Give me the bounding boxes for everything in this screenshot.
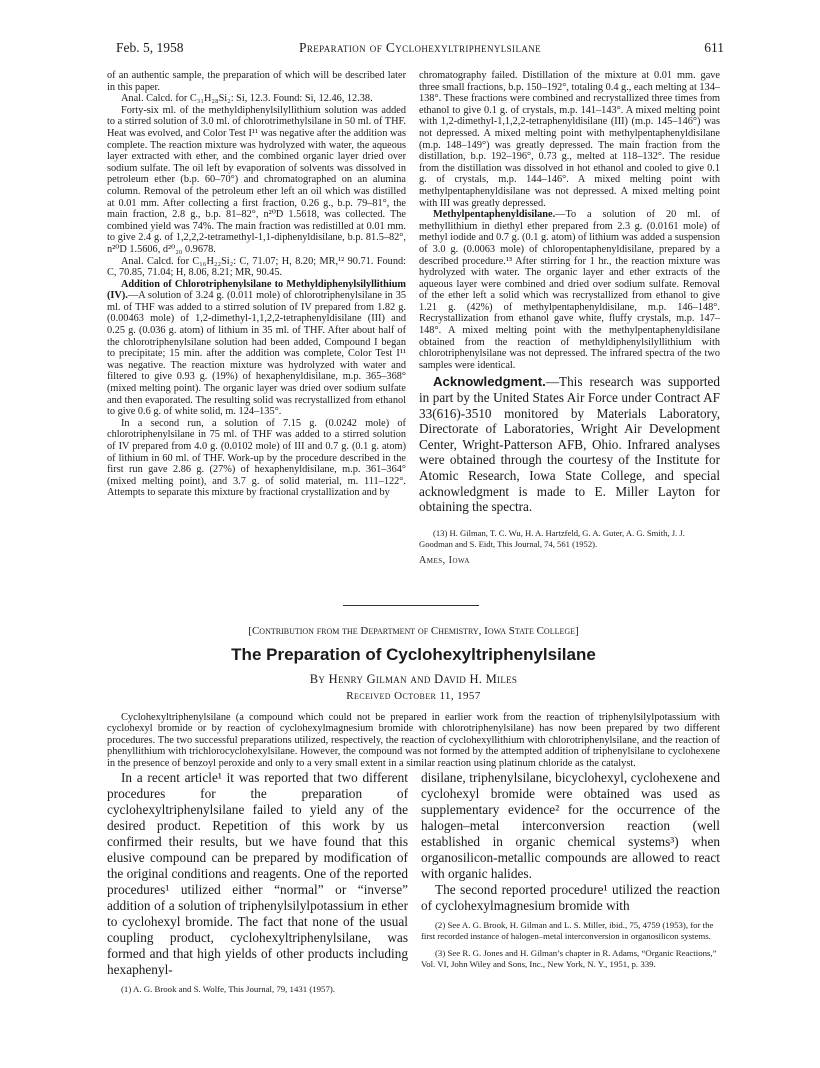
- received-date: Received October 11, 1957: [346, 690, 481, 702]
- article-title: The Preparation of Cyclohexyltriphenylsilane: [231, 645, 596, 664]
- acknowledgment-heading: Acknowledgment.: [433, 374, 546, 390]
- acknowledgment-text: —This research was supported in part by the United States Air Force under Contract AF 33(616)-3510 monitored by Materials Laboratory, Directorate of Laboratories, Wright Air Development Center, Wright-Patterson AFB, Ohio. Infrared analyses were obtained through the courtesy of the Institute for Atomic Research, Iowa State College, and special acknowledgment is made to E. Miller Layton for obtaining the spectra.: [419, 374, 720, 515]
- header-page-number: 611: [704, 40, 724, 55]
- paragraph-text: —To a solution of 20 ml. of methyllithium in diethyl ether prepared from 2.3 g. (0.0161 mole) of methyl iodide and 0.7 g. (0.1 g. atom) of lithium was added a suspension of 3.0 g. (0.0063 mole) of chloropentaphenyldisilane, prepared by a described procedure.¹³ After stirring for 1 hr., the reaction mixture was hydrolyzed with water. The organic layer and ether extracts of the aqueous layer were combined and dried over sodium sulfate. Removal of the ether left a solid which was recrystallized from ethanol to give 1.21 g. (42%) of methylpentaphenyldisilane, m.p. 146–148°. Recrystallization from ethanol gave white, fluffy crystals, m.p. 147–148°. A mixed melting point with the methylpentaphenyldisilane obtained from the reaction of methyldiphenylsilyllithium with chlorotriphenylsilane was not depressed. The infrared spectra of the two samples were identical.: [419, 209, 720, 371]
- header-running-title: Preparation of Cyclohexyltriphenylsilane: [298, 40, 542, 55]
- footnote-1: (1) A. G. Brook and S. Wolfe, This Journal, 79, 1431 (1957).: [121, 984, 335, 994]
- body-paragraph: In a recent article¹ it was reported that two different procedures for the preparation of cyclohexyltriphenylsilane failed to yield any of the desired product. Repetition of this work by us confirmed their results, but we have found that this elusive compound can be prepared by modification of the original conditions and reagents. One of the reported procedures¹ utilized either “normal” or “inverse” addition of a solution of triphenylsilylpotassium in ether to cyclohexyl bromide. The fact that none of the usual coupling product, cyclohexyltriphenylsilane, was formed and that high yields of other products including hexaphenyl-: [107, 770, 408, 977]
- footnote-13: (13) H. Gilman, T. C. Wu, H. A. Hartzfeld, G. A. Guter, A. G. Smith, J. J. Goodman and S. Eidt, This Journal, 74, 561 (1952).: [419, 527, 685, 549]
- paragraph: Forty-six ml. of the methyldiphenylsilyllithium solution was added to a stirred solution of 3.0 ml. of chlorotrimethylsilane in 50 ml. of THF. Heat was evolved, and Color Test I¹¹ was negative after the addition was complete. The reaction mixture was hydrolyzed with water, the aqueous layer extracted with ether, and the combined organic layer dried over sodium sulfate. The oil left by evaporation of solvents was dissolved in petroleum ether (b.p. 60–70°) and chromatographed on an alumina column. Removal of the petroleum ether left an oil which was distilled at 0.01 mm. After collecting a first fraction, 0.26 g., b.p. 79–81°, the main fraction, 2.8 g., b.p. 81–82°, n²⁰D 1.5618, was collected. The combined yield was 74%. The main fraction was redistilled at 0.01 mm. to give 2.4 g. of 1,2,2,2-tetramethyl-1,1-diphenyldisilane, b.p. 81.5–82°, n²⁰D 1.5606, d²⁰₂₀ 0.9678.: [107, 104, 406, 255]
- running-head: [116, 40, 724, 56]
- city-line: Ames, Iowa: [419, 554, 470, 566]
- top-left-column: [107, 70, 406, 580]
- paragraph: [107, 279, 406, 418]
- acknowledgment: [419, 374, 720, 514]
- paragraph: chromatography failed. Distillation of the mixture at 0.01 mm. gave three small fractions, b.p. 150–192°, totaling 0.4 g., each melting at 134–138°. These fractions were combined and recrystallized three times from ethanol to give 0.1 g. of crystals, m.p. 141–143°. A mixed melting point with 1,2-dimethyl-1,1,2,2-tetraphenyldisilane (III) (m.p. 145–146°) was not depressed. A mixed melting point with methylpentaphenyldisilane (m.p. 148–149°) was greatly depressed. The main fraction from the distillation, b.p. 192–196°, 0.73 g., melted at 118–132°. The residue from the distillation was dissolved in hot ethanol and cooled to give 0.1 g. of crystals, m.p. 144–146°. A mixed melting point with methylpentaphenyldisilane was not depressed. A mixed melting point with III was greatly depressed.: [419, 70, 720, 209]
- paragraph: [419, 209, 720, 371]
- abstract: Cyclohexyltriphenylsilane (a compound which could not be prepared in earlier work from the reaction of triphenylsilylpotassium with cyclohexyl bromide or by reaction of cyclohexylmagnesium bromide with chlorotriphenylsilane) has now been prepared by two different procedures. The two successful preparations utilized, respectively, the reaction of cyclohexyllithium with chlorotriphenylsilane, and the reaction of phenyllithium with trichlorocyclohexylsilane. However, the compound was not formed by the attempted addition of triphenylsilane to cyclohexene in the presence of benzoyl peroxide and only to a very small extent in a similar reaction using platinum chloride as the catalyst.: [107, 712, 720, 769]
- footnote-3: (3) See R. G. Jones and H. Gilman’s chapter in R. Adams, “Organic Reactions,” Vol. VI, John Wiley and Sons, Inc., New York, N. Y., 1951, p. 339.: [421, 948, 717, 969]
- body-paragraph: The second reported procedure¹ utilized the reaction of cyclohexylmagnesium bromide with: [421, 882, 720, 913]
- top-right-column: [419, 70, 720, 580]
- paragraph-text: —A solution of 3.24 g. (0.011 mole) of chlorotriphenylsilane in 35 ml. of THF was added to a stirred solution of IV prepared from 1.82 g. (0.00463 mole) of 1,2-dimethyl-1,1,2,2-tetraphenyldisilane (III) and 0.25 g. (0.036 g. atom) of lithium in 35 ml. of THF. After about half of the chlorotriphenylsilane solution had been added, Compound I began to precipitate; 15 min. after the addition was complete, Color Test I¹¹ was negative. The reaction mixture was hydrolyzed with water and filtered to give 0.93 g. (19%) of hexaphenyldisilane, m.p. 365–368° (mixed melting point). The organic layer was dried over sodium sulfate and then evaporated. The resulting solid was recrystallized from ethanol to give 0.6 g. of white solid, m. 124–135°.: [107, 290, 406, 418]
- analysis-paragraph: Anal. Calcd. for C₃₁H₂₈Si₂: Si, 12.3. Found: Si, 12.46, 12.38.: [121, 93, 373, 105]
- analysis-paragraph: Anal. Calcd. for C₁₆H₂₂Si₂: C, 71.07; H, 8.20; MR,¹² 90.71. Found: C, 70.85, 71.04; H, 8.06, 8.21; MR, 90.45.: [107, 255, 406, 279]
- paragraph: of an authentic sample, the preparation of which will be described later in this paper.: [107, 70, 406, 93]
- paragraph: In a second run, a solution of 7.15 g. (0.0242 mole) of chlorotriphenylsilane in 75 ml. of THF was added to a stirred solution of IV prepared from 4.0 g. (0.0102 mole) of III and 0.7 g. (0.1 g. atom) of lithium in 60 ml. of THF. Work-up by the procedure described in the first run gave 2.86 g. (27%) of hexaphenyldisilane, m.p. 361–364° (mixed melting point), and 3.7 g. of solid material, m. 111–122°. Attempts to separate this mixture by fractional crystallization and by: [107, 417, 406, 499]
- contribution-line: [Contribution from the Department of Chemistry, Iowa State College]: [248, 625, 579, 637]
- section-heading: Addition of Chlorotriphenylsilane to Methyldiphenylsilyllithium (IV).: [107, 278, 406, 302]
- section-divider: [343, 605, 479, 606]
- section-heading: Methylpentaphenyldisilane.: [433, 209, 556, 221]
- article-authors: By Henry Gilman and David H. Miles: [309, 672, 518, 686]
- header-date: Feb. 5, 1958: [116, 40, 184, 55]
- body-right-column: [421, 770, 720, 1040]
- footnote-2: (2) See A. G. Brook, H. Gilman and L. S. Miller, ibid., 75, 4759 (1953), for the first recorded instance of halogen–metal interconversion in organosilicon systems.: [421, 920, 714, 941]
- body-paragraph: disilane, triphenylsilane, bicyclohexyl, cyclohexene and cyclohexyl bromide were obtained was used as supplementary evidence² for the occurrence of the halogen–metal interconversion reaction (well established in organic chemical systems³) when organosilicon-metallic compounds are allowed to react with organic halides.: [421, 770, 720, 881]
- body-left-column: [107, 770, 408, 1040]
